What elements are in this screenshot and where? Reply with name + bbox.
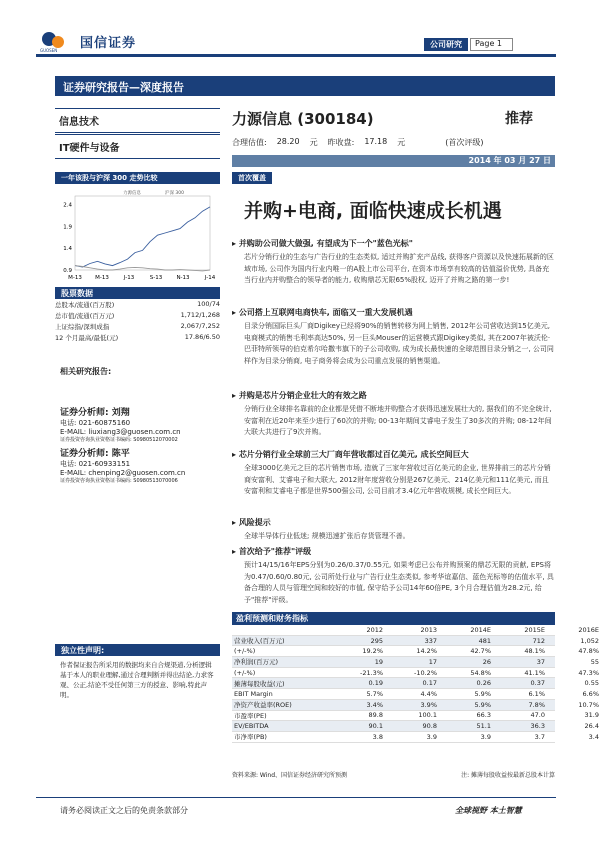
legend-entry: 沪深 300 bbox=[165, 191, 185, 196]
table-cell: 3.4 bbox=[588, 732, 599, 741]
y-tick-label: 0.9 bbox=[63, 268, 72, 274]
analyst-2 bbox=[60, 446, 185, 484]
section-text: 全球半导体行业低迷; 规模迅速扩张后存货管理不善。 bbox=[244, 532, 410, 540]
close-value: 17.18 bbox=[364, 137, 388, 146]
section-text: 预计14/15/16年EPS分别为0.26/0.37/0.55元, 如果考虑已公布并购预案的鼎芯无限的贡献, EPS将为0.47/0.60/0.80元, 公司所处行业与广告行业生态类似, 参考华谊嘉信、蓝色光标等的估值水平, 具备合理的人员与管理空间和较好的市值, 保守给予公司14年60倍PE, 3个月合理估值为28.2元, 给予"推荐"评级。 bbox=[244, 561, 554, 604]
footer-divider bbox=[36, 797, 556, 798]
analyst-name: 证券分析师: 刘翔 bbox=[60, 408, 130, 418]
table-cell: 41.1% bbox=[524, 668, 545, 677]
column-header: 2013 bbox=[420, 625, 437, 634]
x-tick-label: J-13 bbox=[123, 275, 135, 281]
y-tick-label: 1.9 bbox=[63, 224, 72, 231]
table-cell: 10.7% bbox=[578, 700, 599, 709]
table-cell: 712 bbox=[532, 636, 545, 645]
table-cell: 3.8 bbox=[372, 732, 383, 741]
x-tick-label: J-14 bbox=[204, 275, 216, 281]
industry-label: 信息技术 bbox=[55, 108, 220, 133]
table-cell: 19.2% bbox=[362, 647, 383, 656]
y-tick-label: 2.4 bbox=[63, 202, 72, 209]
chart-header: 一年该股与沪深 300 走势比较 bbox=[55, 172, 220, 184]
table-cell: 37 bbox=[536, 657, 545, 666]
table-cell: 0.19 bbox=[368, 679, 383, 688]
analyst-cert: 证券投资咨询执业资格证书编码: S0980513070006 bbox=[60, 478, 178, 484]
source-text: 资料来源: Wind、国信证券经济研究所预测 bbox=[232, 772, 348, 779]
column-header: 2016E bbox=[578, 625, 599, 634]
logo-sub: GUOSEN bbox=[40, 48, 58, 53]
table-cell: 营业收入(百万元) bbox=[234, 637, 285, 646]
price-chart-svg bbox=[55, 186, 220, 284]
table-cell: 31.9 bbox=[584, 711, 599, 720]
table-cell: (+/-%) bbox=[234, 647, 256, 656]
table-cell: 市盈率(PE) bbox=[234, 711, 267, 720]
table-row bbox=[232, 711, 599, 722]
table-cell: 0.37 bbox=[530, 679, 545, 688]
x-tick-label: M-13 bbox=[95, 275, 109, 281]
column-header: 2014E bbox=[470, 625, 491, 634]
table-cell: 3.9 bbox=[480, 732, 491, 741]
table-cell: 26 bbox=[482, 657, 491, 666]
price-chart bbox=[55, 186, 220, 284]
page-number: Page 1 bbox=[470, 38, 513, 51]
table-cell: 4.4% bbox=[420, 689, 437, 698]
chart-frame bbox=[75, 196, 210, 270]
section-title: ▸ 公司搭上互联网电商快车, 面临又一重大发展机遇 bbox=[232, 307, 413, 318]
independence-header: 独立性声明: bbox=[55, 644, 220, 656]
table-cell: 51.1 bbox=[476, 722, 491, 731]
table-row bbox=[232, 668, 599, 679]
table-cell: 55 bbox=[590, 657, 599, 666]
table-cell: 净利润(百万元) bbox=[234, 658, 279, 667]
table-source bbox=[232, 770, 555, 779]
table-cell: 47.3% bbox=[578, 668, 599, 677]
footer-slogan: 全球视野 本土智慧 bbox=[455, 806, 522, 815]
table-cell: 5.9% bbox=[474, 689, 491, 698]
table-row bbox=[232, 700, 599, 711]
table-cell: 17 bbox=[428, 657, 437, 666]
independence-text: 作者保证报告所采用的数据均来自合规渠道,分析逻辑基于本人的职业理解,通过合理判断并得出结论,力求客观、公正,结论不受任何第三方的授意、影响,特此声明。 bbox=[60, 661, 214, 699]
table-cell: 14.2% bbox=[416, 647, 437, 656]
header-tags bbox=[424, 38, 513, 51]
table-cell: -10.2% bbox=[414, 668, 437, 677]
table-cell: -21.3% bbox=[360, 668, 383, 677]
table-cell: 481 bbox=[478, 636, 491, 645]
price-value: 28.20 bbox=[276, 137, 300, 146]
stock-row: 总股本/流通(百万股) 100/74 bbox=[55, 300, 220, 309]
column-header: 2015E bbox=[524, 625, 545, 634]
table-row bbox=[232, 689, 599, 700]
table-cell: EV/EBITDA bbox=[234, 722, 269, 731]
stock-row: 上证综指/深圳成指 2,067/7,252 bbox=[55, 322, 220, 331]
table-cell: 90.1 bbox=[368, 722, 383, 731]
report-banner: 证券研究报告—深度报告 bbox=[55, 76, 555, 96]
report-type-tag: 公司研究 bbox=[424, 38, 468, 51]
column-header: 2012 bbox=[366, 625, 383, 634]
table-cell: 295 bbox=[370, 636, 383, 645]
legend-entry: 力源信息 bbox=[123, 191, 141, 196]
table-cell: 26.4 bbox=[584, 722, 599, 731]
header-divider bbox=[36, 54, 556, 57]
x-tick-label: M-13 bbox=[68, 275, 82, 281]
x-tick-label: N-13 bbox=[176, 275, 190, 281]
table-cell: 48.1% bbox=[524, 647, 545, 656]
stock-data-table bbox=[55, 300, 220, 344]
section-text: 全球3000亿美元之巨的芯片销售市场, 造就了三家年营收过百亿美元的企业, 世界排前三的芯片分销商安富利、艾睿电子和大联大, 2012财年度营收分别是267亿美元、214亿美元和111亿美元, 而且安富利和艾睿电子都是世界500强公司, 公司目前才3.4亿元年营收规模, 成长空间巨大。 bbox=[244, 464, 551, 495]
price-line bbox=[232, 137, 483, 148]
section-title: ▸ 并购是芯片分销企业壮大的有效之路 bbox=[232, 390, 367, 401]
headline: 并购+电商, 面临快速成长机遇 bbox=[244, 200, 502, 222]
table-row bbox=[232, 657, 599, 668]
related-reports: 相关研究报告: bbox=[60, 367, 112, 376]
analyst-phone: 电话: 021-60875160 bbox=[60, 419, 131, 427]
table-row bbox=[232, 721, 599, 732]
analyst-email[interactable]: E-MAIL: chenping2@guosen.com.cn bbox=[60, 469, 186, 477]
analyst-email[interactable]: E-MAIL: liuxiang3@guosen.com.cn bbox=[60, 428, 181, 436]
table-cell: 摊薄每股收益(元) bbox=[234, 679, 285, 688]
x-tick-label: S-13 bbox=[149, 275, 163, 281]
stock-row: 12 个月最高/最低(元) 17.86/6.50 bbox=[55, 333, 220, 342]
forecast-header: 盈利预测和财务指标 bbox=[232, 612, 555, 625]
table-cell: 47.0 bbox=[530, 711, 545, 720]
source-note: 注: 摊薄每股收益按最新总股本计算 bbox=[461, 772, 555, 779]
table-cell: 0.17 bbox=[422, 679, 437, 688]
cover-tag: 首次覆盖 bbox=[232, 172, 272, 184]
report-date: 2014 年 03 月 27 日 bbox=[232, 155, 555, 167]
section-title: ▸ 风险提示 bbox=[232, 517, 271, 528]
table-cell: 66.3 bbox=[476, 711, 491, 720]
table-cell: 3.4% bbox=[366, 700, 383, 709]
analyst-cert: 证券投资咨询执业资格证书编码: S0980512070002 bbox=[60, 437, 178, 443]
table-cell: 42.7% bbox=[470, 647, 491, 656]
table-cell: 337 bbox=[424, 636, 437, 645]
table-cell: 0.26 bbox=[476, 679, 491, 688]
table-header-row bbox=[232, 625, 599, 636]
analyst-name: 证券分析师: 陈平 bbox=[60, 449, 130, 459]
table-row bbox=[232, 646, 599, 657]
section-title: ▸ 首次给予"推荐"评级 bbox=[232, 546, 311, 557]
table-cell: 3.7 bbox=[534, 732, 545, 741]
section-title: ▸ 并购助公司做大做强, 有望成为下一个"蓝色光标" bbox=[232, 238, 413, 249]
section-text: 芯片分销行业的生态与广告行业的生态类似, 适过并购扩充产品线, 获得客户资源以及快速拓展新的区域市场, 公司作为国内行业内唯一的A股上市公司平台, 在资本市场享有较高的估值溢价优势, 具备充当行业内并购整合的领导者的能力, 收购鼎芯无限65%股权, 迈开了并购之路的第一步! bbox=[244, 253, 554, 284]
table-cell: (+/-%) bbox=[234, 668, 256, 677]
table-cell: 47.8% bbox=[578, 647, 599, 656]
table-cell: 0.55 bbox=[584, 679, 599, 688]
footer-disclaimer: 请务必阅读正文之后的免责条款部分 bbox=[60, 806, 188, 815]
rating-note: (首次评级) bbox=[445, 138, 484, 147]
table-row bbox=[232, 732, 599, 743]
table-cell: 市净率(PB) bbox=[234, 733, 267, 742]
table-cell: 90.8 bbox=[422, 722, 437, 731]
section-text: 分销行业全球排名靠前的企业都是凭借不断地并购整合才获得迅速发展壮大的, 据我们的不完全统计, 安富利在近20年来至少进行了60次的并购; 00-13年期间艾睿电子发生了30多次的并购; 08-12年间大联大共进行了9次并购。 bbox=[244, 405, 552, 436]
section-title: ▸ 芯片分销行业全球前三大厂商年营收都过百亿美元, 成长空间巨大 bbox=[232, 449, 469, 460]
table-cell: 3.9 bbox=[426, 732, 437, 741]
forecast-table bbox=[232, 612, 599, 743]
close-label: 昨收盘: bbox=[327, 138, 355, 147]
table-cell: 1,052 bbox=[580, 636, 599, 645]
table-cell: 54.8% bbox=[470, 668, 491, 677]
table-cell: 36.3 bbox=[530, 722, 545, 731]
close-unit: 元 bbox=[397, 138, 406, 147]
y-tick-label: 1.4 bbox=[63, 246, 72, 253]
price-unit: 元 bbox=[309, 138, 318, 147]
table-cell: 19 bbox=[374, 657, 383, 666]
table-cell: 89.8 bbox=[368, 711, 383, 720]
table-cell: 3.9% bbox=[420, 700, 437, 709]
price-label: 合理估值: bbox=[232, 138, 267, 147]
table-row bbox=[232, 636, 599, 647]
stock-row: 总市值/流通(百万元) 1,712/1,268 bbox=[55, 311, 220, 320]
table-cell: 5.7% bbox=[366, 689, 383, 698]
company-title: 力源信息 (300184) bbox=[232, 110, 374, 128]
analyst-1 bbox=[60, 405, 181, 443]
table-cell: EBIT Margin bbox=[234, 689, 273, 698]
table-cell: 100.1 bbox=[418, 711, 437, 720]
table-cell: 5.9% bbox=[474, 700, 491, 709]
table-row bbox=[232, 678, 599, 689]
analyst-phone: 电话: 021-60933151 bbox=[60, 460, 131, 468]
sub-industry-label: IT硬件与设备 bbox=[55, 134, 220, 159]
table-cell: 7.8% bbox=[528, 700, 545, 709]
table-cell: 6.1% bbox=[528, 689, 545, 698]
rating: 推荐 bbox=[505, 111, 533, 127]
table-cell: 6.6% bbox=[582, 689, 599, 698]
series-line bbox=[75, 207, 210, 267]
table-cell: 净资产收益率(ROE) bbox=[234, 701, 292, 710]
logo-text: 国信证券 bbox=[80, 35, 137, 51]
stock-data-header: 股票数据 bbox=[55, 287, 220, 299]
section-text: 目录分销国际巨头厂商Digikey已经将90%的销售转移为网上销售, 2012年公司营收达到15亿美元, 电商模式的销售毛利率高达50%, 另一巨头Mouser的运营模式跟Digikey类似, 其在2007年被沃伦·巴菲特所领导的伯克希尔哈撒韦旗下的子公司收购, 成为成长最快速的全球范围目录分销之一, 公司同样作为目录分销商, 电子商务将会成为公司重点发展的销售渠道。 bbox=[244, 322, 554, 365]
